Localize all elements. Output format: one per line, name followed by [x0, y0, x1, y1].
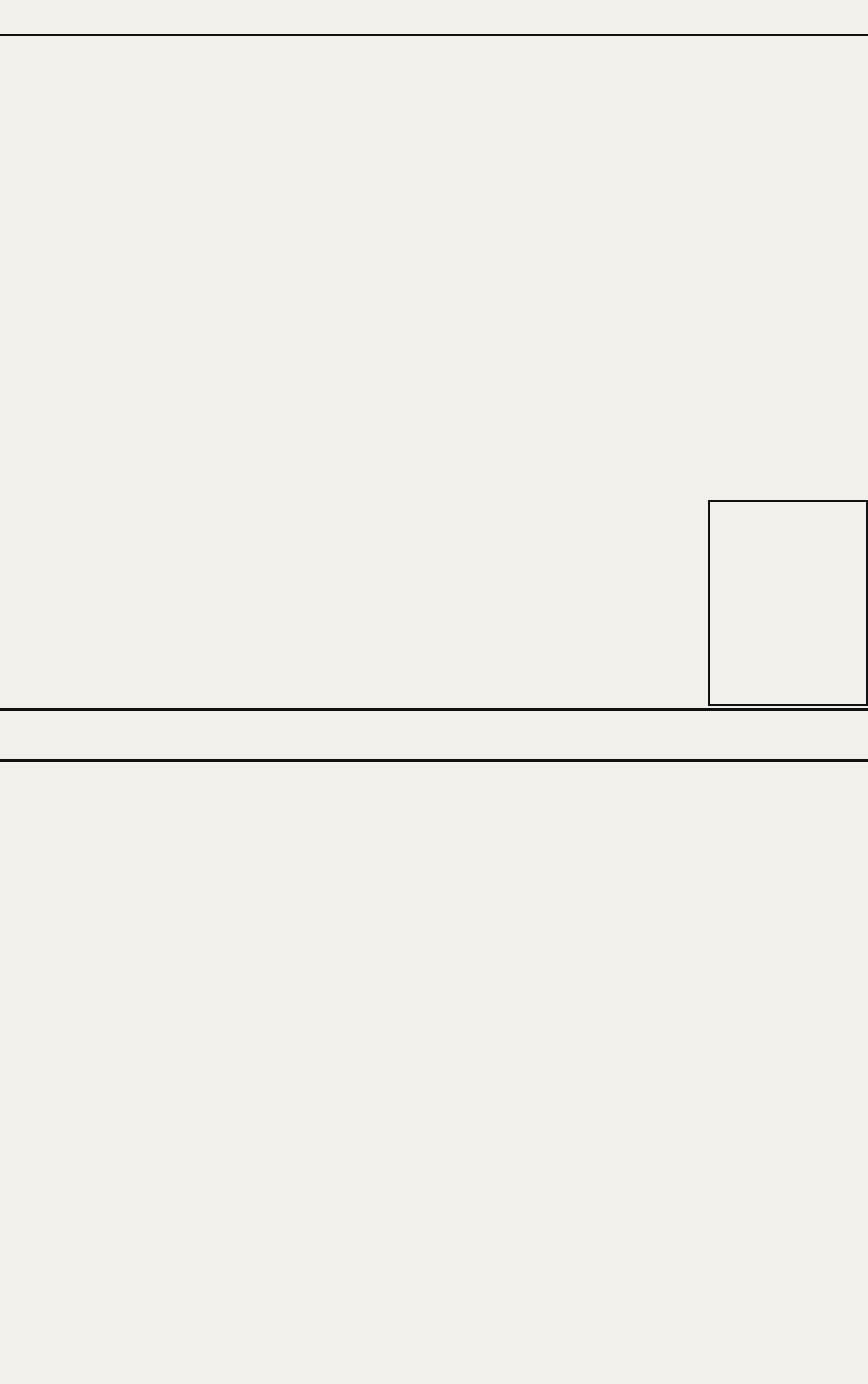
- home-service-guide-banner: [0, 708, 868, 762]
- masthead: [0, 0, 868, 36]
- home-service-listings: [0, 764, 868, 1384]
- opportunity-ad[interactable]: [708, 500, 868, 706]
